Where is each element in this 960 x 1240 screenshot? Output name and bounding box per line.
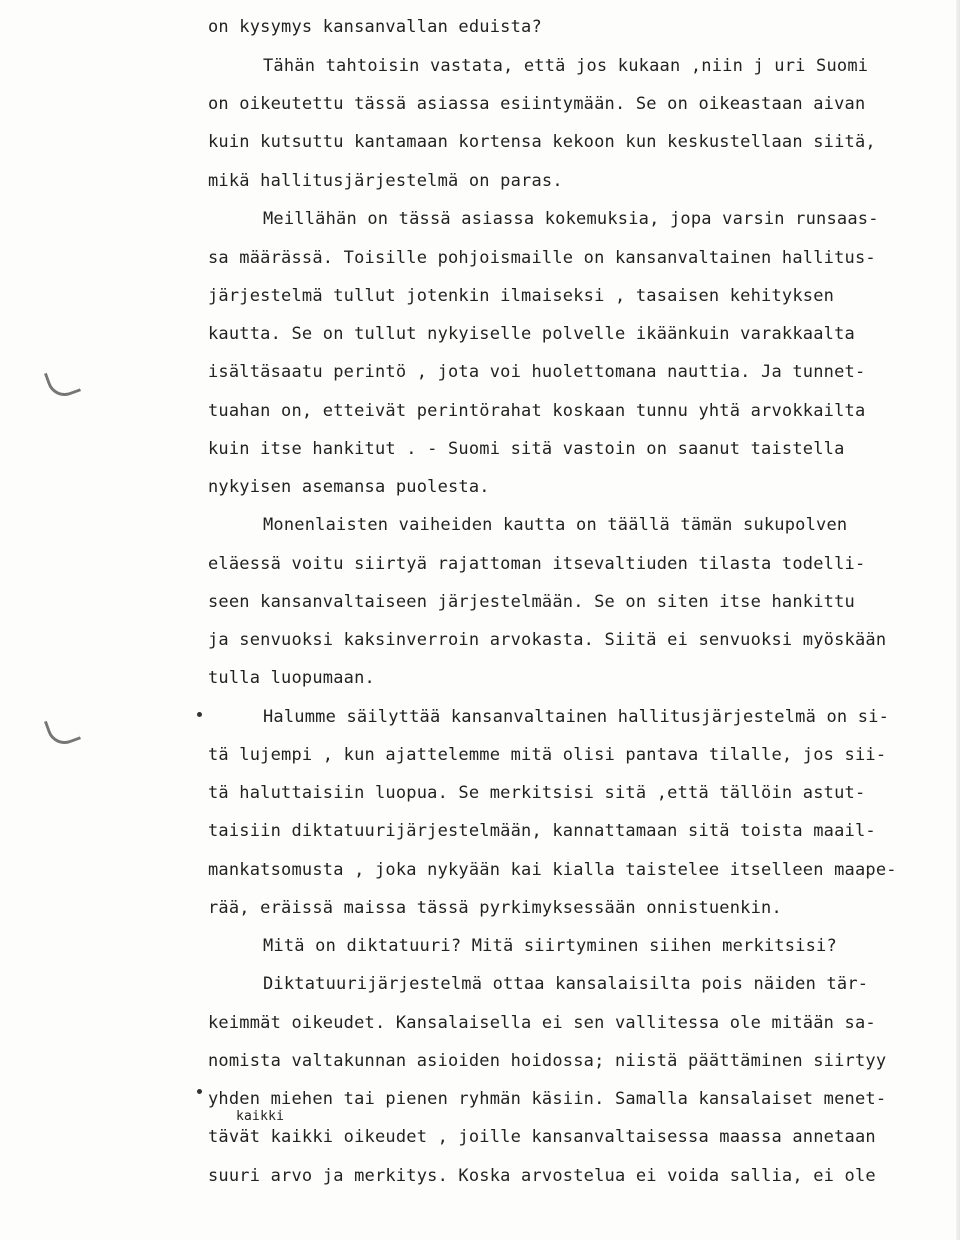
text-line: kuin itse hankitut . - Suomi sitä vastoin on saanut taistella — [208, 439, 845, 459]
ink-dot — [197, 712, 202, 717]
text-line: eläessä voitu siirtyä rajattoman itsevaltiuden tilasta todelli- — [208, 554, 866, 574]
text-line: kautta. Se on tullut nykyiselle polvelle ikäänkuin varakkaalta — [208, 324, 855, 344]
text-line: kuin kutsuttu kantamaan kortensa kekoon kun keskustellaan siitä, — [208, 132, 876, 152]
text-line: Mitä on diktatuuri? Mitä siirtyminen siihen merkitsisi? — [263, 936, 837, 956]
text-line: isältäsaatu perintö , jota voi huolettomana nauttia. Ja tunnet- — [208, 362, 866, 382]
punch-hole-mark-upper — [44, 364, 81, 401]
text-line: mankatsomusta , joka nykyään kai kialla taistelee itselleen maape- — [208, 860, 897, 880]
text-line: nykyisen asemansa puolesta. — [208, 477, 490, 497]
text-line: suuri arvo ja merkitys. Koska arvostelua ei voida sallia, ei ole — [208, 1166, 876, 1186]
text-line: mikä hallitusjärjestelmä on paras. — [208, 171, 563, 191]
text-line: Meillähän on tässä asiassa kokemuksia, jopa varsin runsaas- — [263, 209, 879, 229]
paper-edge — [956, 0, 960, 1240]
ink-dot — [197, 1089, 202, 1094]
text-line: Monenlaisten vaiheiden kautta on täällä tämän sukupolven — [263, 515, 848, 535]
text-line: Tähän tahtoisin vastata, että jos kukaan ,niin j uri Suomi — [263, 56, 869, 76]
text-line: tävät kaikki oikeudet , joille kansanvaltaisessa maassa annetaan — [208, 1127, 876, 1147]
text-line: tulla luopumaan. — [208, 668, 375, 688]
text-line: keimmät oikeudet. Kansalaisella ei sen vallitessa ole mitään sa- — [208, 1013, 876, 1033]
handwritten-insertion: kaikki — [236, 1109, 285, 1124]
text-line: ja senvuoksi kaksinverroin arvokasta. Siitä ei senvuoksi myöskään — [208, 630, 887, 650]
text-line: on oikeutettu tässä asiassa esiintymään. Se on oikeastaan aivan — [208, 94, 866, 114]
text-line: seen kansanvaltaiseen järjestelmään. Se on siten itse hankittu — [208, 592, 855, 612]
text-line: tuahan on, etteivät perintörahat koskaan tunnu yhtä arvokkailta — [208, 401, 866, 421]
text-line: on kysymys kansanvallan eduista? — [208, 17, 542, 37]
text-line: tä haluttaisiin luopua. Se merkitsisi sitä ,että tällöin astut- — [208, 783, 866, 803]
text-line: järjestelmä tullut jotenkin ilmaiseksi , tasaisen kehityksen — [208, 286, 835, 306]
text-line: Diktatuurijärjestelmä ottaa kansalaisilta pois näiden tär- — [263, 974, 869, 994]
text-line: taisiin diktatuurijärjestelmään, kannattamaan sitä toista maail- — [208, 821, 876, 841]
text-line: sa määrässä. Toisille pohjoismaille on kansanvaltainen hallitus- — [208, 248, 876, 268]
punch-hole-mark-lower — [44, 712, 81, 749]
text-line: rää, eräissä maissa tässä pyrkimyksessään onnistuenkin. — [208, 898, 782, 918]
text-line: nomista valtakunnan asioiden hoidossa; niistä päättäminen siirtyy — [208, 1051, 887, 1071]
text-line: tä lujempi , kun ajattelemme mitä olisi pantava tilalle, jos sii- — [208, 745, 887, 765]
text-line: yhden miehen tai pienen ryhmän käsiin. Samalla kansalaiset menet- — [208, 1089, 887, 1109]
text-line: Halumme säilyttää kansanvaltainen hallitusjärjestelmä on si- — [263, 707, 890, 727]
